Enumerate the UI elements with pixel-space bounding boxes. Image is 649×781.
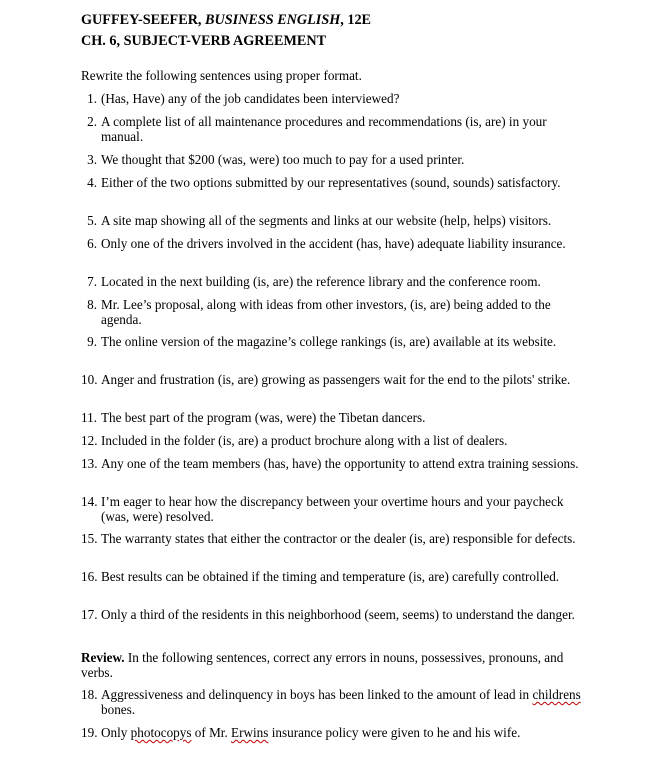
item-text: A complete list of all maintenance procedures and recommendations (is, are) in your manual. [101, 114, 547, 144]
title-edition: , 12E [340, 12, 372, 28]
item-text-part: insurance policy were given to he and his wife. [268, 725, 521, 740]
item-number: 1. [87, 91, 97, 106]
item-text [101, 687, 581, 717]
misspelled-word[interactable]: photocopys [130, 725, 192, 740]
title-prefix: GUFFEY-SEEFER, [81, 12, 206, 28]
item-number: 15. [81, 531, 98, 546]
item-text: The warranty states that either the contractor or the dealer (is, are) responsible for defects. [101, 531, 576, 546]
misspelled-word[interactable]: Erwins [231, 725, 269, 740]
item-text-part: Only [101, 725, 131, 740]
item-text [101, 725, 581, 740]
item-text: I’m eager to hear how the discrepancy between your overtime hours and your paycheck (was, were) resolved. [101, 494, 564, 524]
item-text: Mr. Lee’s proposal, along with ideas from other investors, (is, are) being added to the agenda. [101, 297, 551, 327]
item-number: 5. [87, 213, 97, 228]
item-text: Anger and frustration (is, are) growing as passengers wait for the end to the pilots' strike. [101, 372, 571, 387]
item-number: 7. [87, 274, 97, 289]
item-number: 17. [81, 607, 98, 622]
item-number: 10. [81, 372, 98, 387]
item-text: Best results can be obtained if the timing and temperature (is, are) carefully controlled. [101, 569, 560, 584]
item-number: 14. [81, 494, 98, 509]
item-text: The best part of the program (was, were) the Tibetan dancers. [101, 410, 426, 425]
item-text-part: bones. [101, 702, 136, 717]
item-text: Only a third of the residents in this neighborhood (seem, seems) to understand the danger. [101, 607, 575, 622]
item-text-part: of Mr. [191, 725, 232, 740]
item-text: Either of the two options submitted by our representatives (sound, sounds) satisfactory. [101, 175, 561, 190]
item-number: 3. [87, 152, 97, 167]
item-number: 16. [81, 569, 98, 584]
item-number: 6. [87, 236, 97, 251]
item-text: The online version of the magazine’s college rankings (is, are) available at its website. [101, 334, 557, 349]
review-text: In the following sentences, correct any errors in nouns, possessives, pronouns, and verbs. [81, 650, 564, 680]
document-title [81, 12, 371, 29]
item-text-part: Aggressiveness and delinquency in boys has been linked to the amount of lead in [101, 687, 533, 702]
item-text: Included in the folder (is, are) a product brochure along with a list of dealers. [101, 433, 508, 448]
item-number: 13. [81, 456, 98, 471]
item-text: A site map showing all of the segments and links at our website (help, helps) visitors. [101, 213, 552, 228]
item-text: (Has, Have) any of the job candidates been interviewed? [101, 91, 400, 106]
item-number: 9. [87, 334, 97, 349]
misspelled-word[interactable]: childrens [532, 687, 581, 702]
item-number: 19. [81, 725, 98, 740]
title-book-name: BUSINESS ENGLISH [205, 12, 341, 28]
review-label: Review. [81, 650, 125, 665]
item-number: 4. [87, 175, 97, 190]
item-text: Any one of the team members (has, have) the opportunity to attend extra training sessions. [101, 456, 579, 471]
item-number: 12. [81, 433, 98, 448]
item-number: 8. [87, 297, 97, 312]
item-number: 11. [81, 410, 97, 425]
item-text: We thought that $200 (was, were) too much to pay for a used printer. [101, 152, 465, 167]
review-instructions [81, 650, 581, 680]
chapter-heading: CH. 6, SUBJECT-VERB AGREEMENT [81, 33, 327, 49]
item-text: Only one of the drivers involved in the accident (has, have) adequate liability insurance. [101, 236, 566, 251]
instructions: Rewrite the following sentences using proper format. [81, 68, 362, 83]
item-text: Located in the next building (is, are) the reference library and the conference room. [101, 274, 541, 289]
item-number: 2. [87, 114, 97, 129]
item-number: 18. [81, 687, 98, 702]
